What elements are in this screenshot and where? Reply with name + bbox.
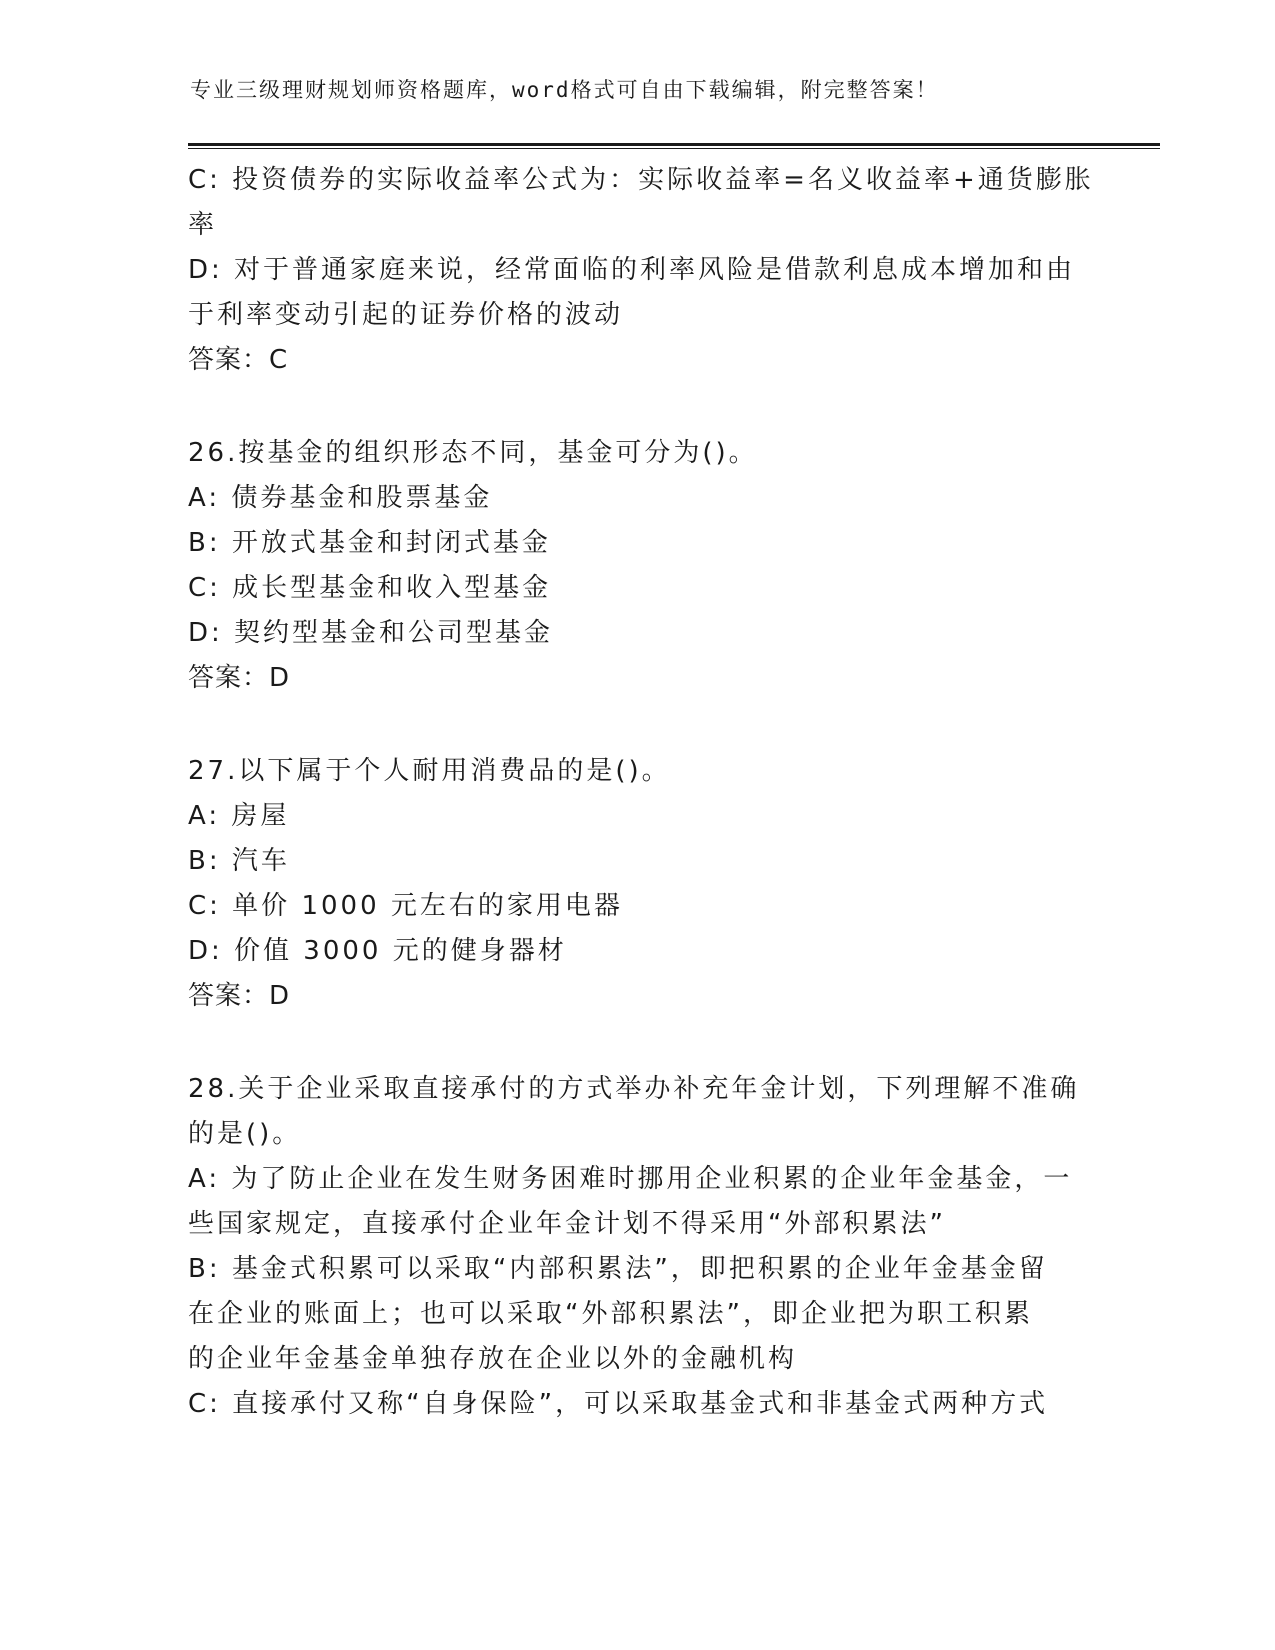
option-d: D: 契约型基金和公司型基金 [188,618,554,648]
option-d-line: 于利率变动引起的证券价格的波动 [188,300,624,330]
header-rule-thin [188,148,1160,149]
option-c-line: 率 [188,210,218,240]
option-a: A: 债券基金和股票基金 [188,483,493,513]
option-b-line: 在企业的账面上；也可以采取“外部积累法”，即企业把为职工积累 [188,1299,1033,1329]
option-d-line: D: 对于普通家庭来说，经常面临的利率风险是借款利息成本增加和由 [188,255,1076,285]
question-25-tail [188,158,1094,383]
question-27 [188,749,1088,1019]
option-a: A: 房屋 [188,801,290,831]
option-b: B: 汽车 [188,846,290,876]
option-c: C: 单价 1000 元左右的家用电器 [188,891,623,921]
option-c-line: C: 投资债券的实际收益率公式为：实际收益率=名义收益率+通货膨胀 [188,165,1094,195]
answer-line: 答案：C [188,345,289,375]
option-a-line: 些国家规定，直接承付企业年金计划不得采用“外部积累法” [188,1209,946,1239]
question-text: 27.以下属于个人耐用消费品的是()。 [188,756,671,786]
question-text: 28.关于企业采取直接承付的方式举办补充年金计划，下列理解不准确 [188,1074,1080,1104]
question-28 [188,1067,1088,1427]
option-b-line: B: 基金式积累可以采取“内部积累法”，即把积累的企业年金基金留 [188,1254,1048,1284]
header-rule-thick [188,143,1160,146]
option-b-line: 的企业年金基金单独存放在企业以外的金融机构 [188,1344,798,1374]
option-a-line: A: 为了防止企业在发生财务困难时挪用企业积累的企业年金基金，一 [188,1164,1073,1194]
option-b: B: 开放式基金和封闭式基金 [188,528,551,558]
page-header: 专业三级理财规划师资格题库，word格式可自由下载编辑，附完整答案！ [190,78,939,102]
option-c-line: C: 直接承付又称“自身保险”，可以采取基金式和非基金式两种方式 [188,1389,1049,1419]
question-text: 的是()。 [188,1119,302,1149]
answer-line: 答案：D [188,981,291,1011]
question-26 [188,431,1088,701]
option-c: C: 成长型基金和收入型基金 [188,573,552,603]
question-content [188,158,1094,1427]
question-text: 26.按基金的组织形态不同，基金可分为()。 [188,438,758,468]
option-d: D: 价值 3000 元的健身器材 [188,936,567,966]
answer-line: 答案：D [188,663,291,693]
